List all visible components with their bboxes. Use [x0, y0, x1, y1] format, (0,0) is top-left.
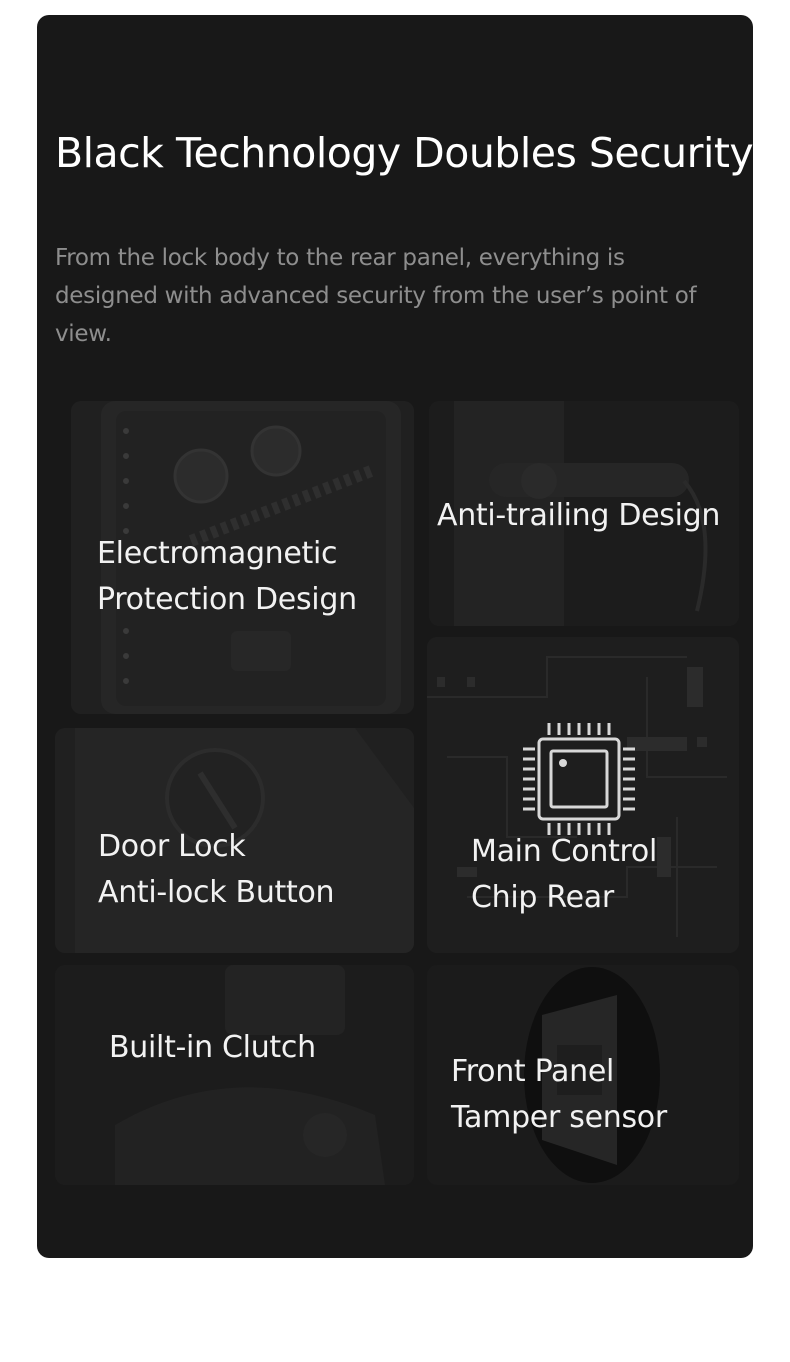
feature-card	[37, 15, 753, 1258]
feature-label-line2: Protection Design	[97, 582, 357, 617]
clutch-image	[55, 965, 414, 1185]
feature-label	[109, 1025, 316, 1071]
feature-tile-door-lock	[55, 728, 414, 953]
feature-label	[98, 824, 334, 916]
feature-tile-anti-trailing	[429, 401, 739, 626]
feature-label	[437, 493, 720, 539]
feature-tile-clutch	[55, 965, 414, 1185]
feature-label-line2: Anti-lock Button	[98, 875, 335, 910]
chip-icon	[517, 717, 641, 841]
feature-label	[97, 531, 357, 623]
feature-label-line1: Door Lock	[98, 829, 246, 864]
feature-label	[451, 1049, 667, 1141]
feature-label-line2: Tamper sensor	[451, 1100, 667, 1135]
feature-label-line2: Chip Rear	[471, 880, 614, 915]
feature-tile-electromagnetic	[71, 401, 414, 714]
feature-label	[471, 829, 657, 921]
feature-label-line1: Front Panel	[451, 1054, 615, 1089]
feature-label-line1: Anti-trailing Design	[437, 498, 721, 533]
feature-tile-main-control	[427, 637, 739, 953]
page-title: Black Technology Doubles Security	[55, 129, 753, 177]
feature-tile-tamper-sensor	[427, 965, 739, 1185]
feature-label-line1: Electromagnetic	[97, 536, 338, 571]
feature-label-line1: Built-in Clutch	[109, 1030, 316, 1065]
page-subtitle: From the lock body to the rear panel, everything is designed with advanced security from the user’s point of view.	[55, 245, 697, 347]
feature-label-line1: Main Control	[471, 834, 657, 869]
